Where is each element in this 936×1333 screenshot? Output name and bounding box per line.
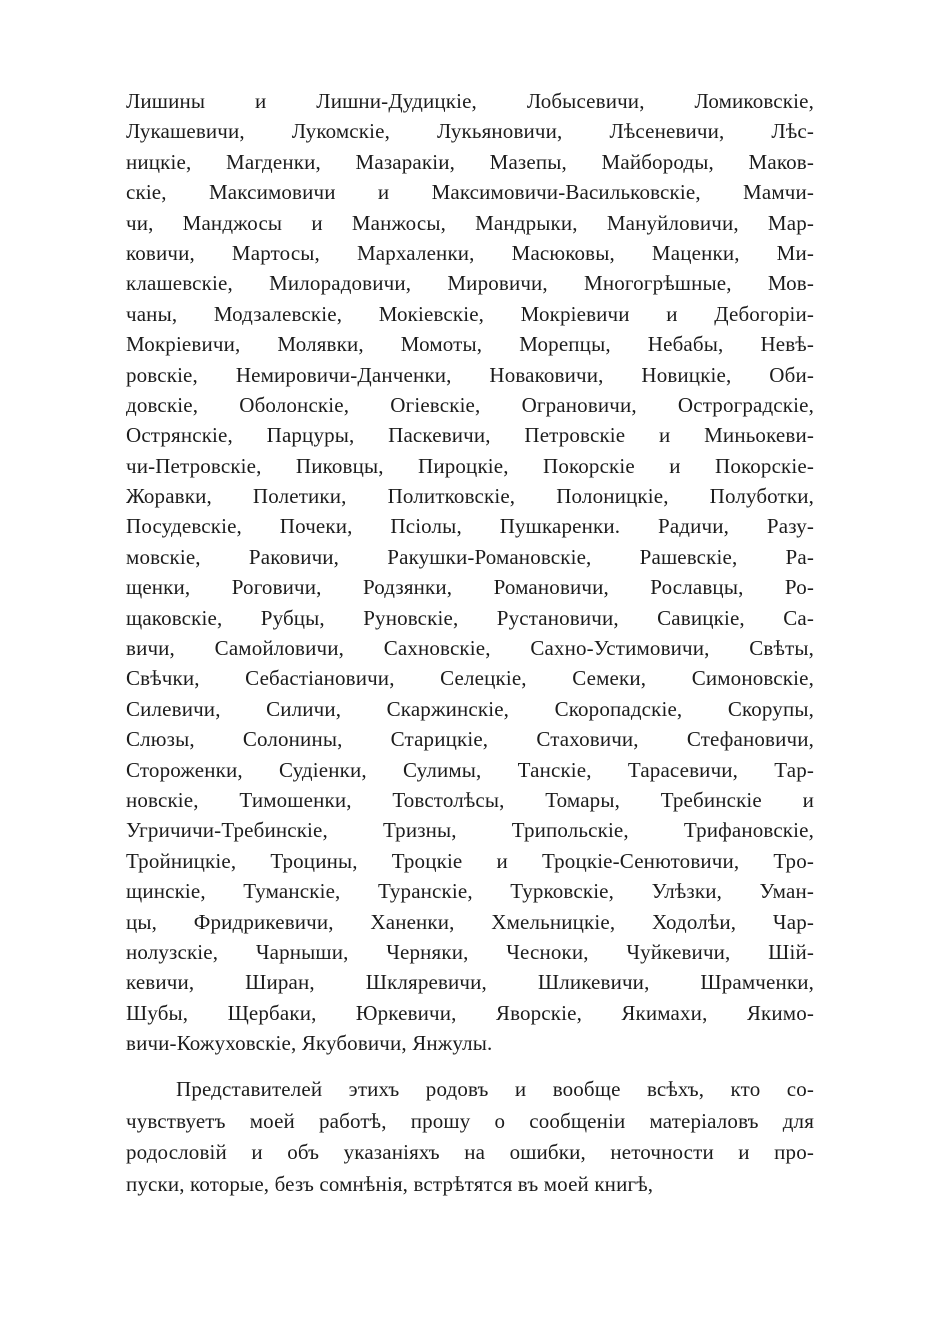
text-line: Острянскіе, Парцуры, Паскевичи, Петровскіе и Миньокеви-	[126, 423, 814, 448]
text-line: ницкіе, Магденки, Мазаракіи, Мазепы, Майбороды, Маков-	[126, 149, 814, 174]
text-line: щаковскіе, Рубцы, Руновскіе, Рустановичи, Савицкіе, Са-	[126, 605, 814, 630]
text-line: ковичи, Мартосы, Мархаленки, Масюковы, Маценки, Ми-	[126, 240, 814, 265]
text-line: щинскіе, Туманскіе, Туранскіе, Турковскіе, Улѣзки, Уман-	[126, 879, 814, 904]
text-line: пуски, которые, безъ сомнѣнія, встрѣтятся въ моей книгѣ,	[126, 1171, 654, 1196]
text-line: Жоравки, Полетики, Политковскіе, Полоницкіе, Полуботки,	[126, 484, 814, 509]
appeal-paragraph	[126, 1074, 814, 1200]
text-line: Силевичи, Силичи, Скаржинскіе, Скоропадскіе, Скорупы,	[126, 696, 814, 721]
text-line: Слюзы, Солонины, Старицкіе, Стаховичи, Стефановичи,	[126, 727, 814, 752]
text-line: скіе, Максимовичи и Максимовичи-Васильковскіе, Мамчи-	[126, 180, 814, 205]
text-line: клашевскіе, Милорадовичи, Мировичи, Многогрѣшные, Мов-	[126, 271, 814, 296]
text-line: Свѣчки, Себастіановичи, Селецкіе, Семеки, Симоновскіе,	[126, 666, 814, 691]
text-line: чи-Петровскіе, Пиковцы, Пироцкіе, Покорскіе и Покорскіе-	[126, 453, 814, 478]
text-line: ровскіе, Немировичи-Данченки, Новаковичи, Новицкіе, Оби-	[126, 362, 814, 387]
text-line: Шубы, Щербаки, Юркевичи, Яворскіе, Якимахи, Якимо-	[126, 1000, 814, 1025]
text-line: Стороженки, Судіенки, Сулимы, Танскіе, Тарасевичи, Тар-	[126, 757, 814, 782]
text-line: Представителей этихъ родовъ и вообще всѣхъ, кто со-	[176, 1077, 814, 1101]
text-line: Мокріевичи, Молявки, Момоты, Морепцы, Небабы, Невѣ-	[126, 332, 814, 357]
text-line: Угричичи-Требинскіе, Тризны, Трипольскіе, Трифановскіе,	[126, 818, 814, 843]
text-line: чи, Манджосы и Манжосы, Мандрыки, Мануйловичи, Мар-	[126, 210, 814, 235]
text-line: кевичи, Ширан, Шкляревичи, Шликевичи, Шрамченки,	[126, 970, 814, 995]
family-names-paragraph	[126, 86, 814, 1059]
text-line: Тройницкіе, Троцины, Троцкіе и Троцкіе-Сенютовичи, Тро-	[126, 848, 814, 873]
text-line: чаны, Модзалевскіе, Мокіевскіе, Мокріевичи и Дебогоріи-	[126, 301, 814, 326]
text-line: мовскіе, Раковичи, Ракушки-Романовскіе, Рашевскіе, Ра-	[126, 544, 814, 569]
text-line: вичи-Кожуховскіе, Якубовичи, Янжулы.	[126, 1031, 493, 1056]
text-line: Лишины и Лишни-Дудицкіе, Лобысевичи, Ломиковскіе,	[126, 89, 814, 113]
text-line: Посудевскіе, Почеки, Псіолы, Пушкаренки. Радичи, Разу-	[126, 514, 814, 539]
text-line: вичи, Самойловичи, Сахновскіе, Сахно-Устимовичи, Свѣты,	[126, 636, 814, 661]
text-line: новскіе, Тимошенки, Товстолѣсы, Томары, Требинскіе и	[126, 787, 814, 812]
text-line: щенки, Роговичи, Родзянки, Романовичи, Рославцы, Ро-	[126, 575, 814, 600]
text-line: родословій и объ указаніяхъ на ошибки, неточности и про-	[126, 1140, 814, 1164]
text-line: чувствуетъ моей работѣ, прошу о сообщеніи матеріаловъ для	[126, 1108, 814, 1133]
text-line: нолузскіе, Чарныши, Черняки, Чесноки, Чуйкевичи, Шій-	[126, 939, 814, 964]
text-line: цы, Фридрикевичи, Ханенки, Хмельницкіе, Ходолѣи, Чар-	[126, 909, 814, 934]
text-line: Лукашевичи, Лукомскіе, Лукьяновичи, Лѣсеневичи, Лѣс-	[126, 119, 814, 144]
text-line: довскіе, Оболонскіе, Огіевскіе, Ограновичи, Остроградскіе,	[126, 392, 814, 417]
